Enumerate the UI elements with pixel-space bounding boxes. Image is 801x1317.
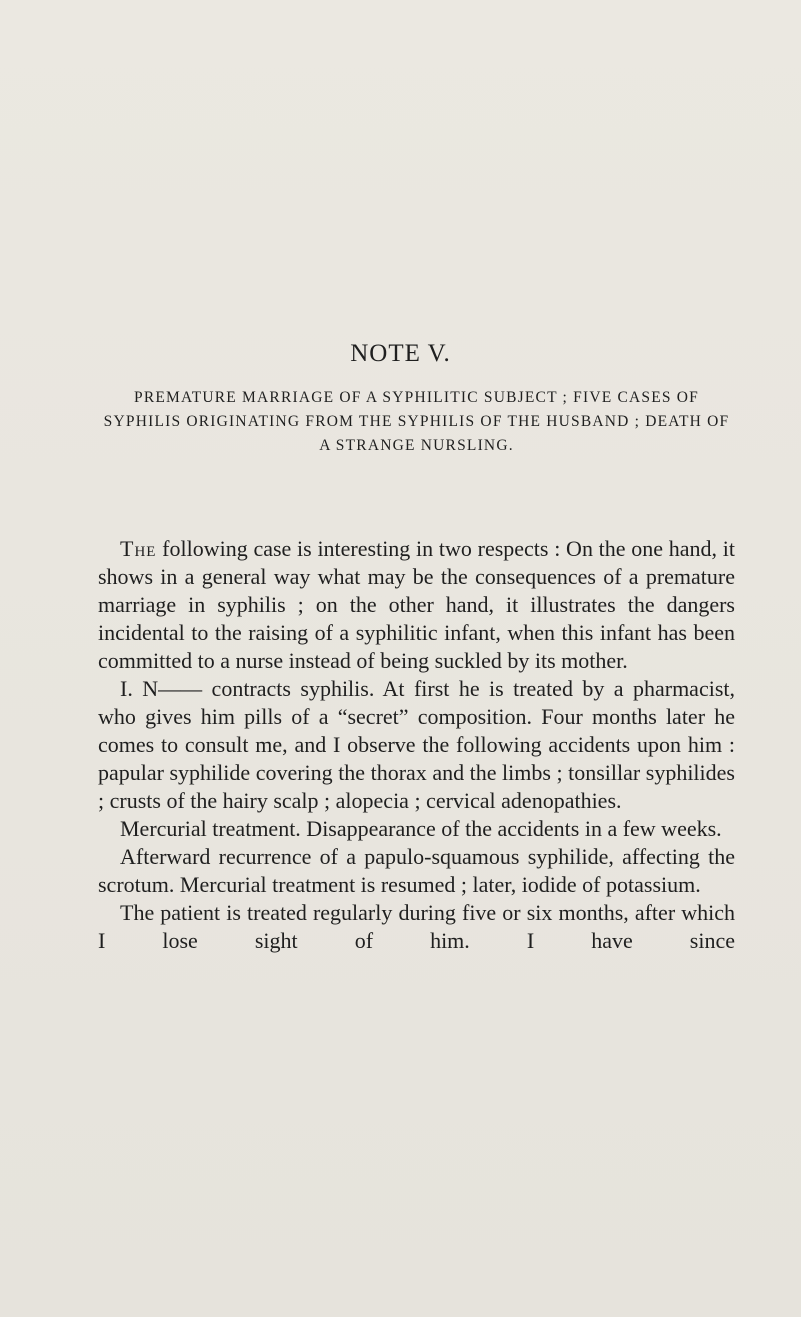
paragraph-5: The patient is treated regularly during five or six months, after which I lose sight of him. I have since [98, 900, 735, 953]
chapter-subtitle: PREMATURE MARRIAGE OF A SYPHILITIC SUBJECT ; FIVE CASES OF SYPHILIS ORIGINATING FROM THE SYPHILIS OF THE HUSBAND ; DEATH OF A STRANGE NURSLING. [103, 389, 730, 454]
paragraph-3: Mercurial treatment. Disappearance of the accidents in a few weeks. [120, 816, 722, 841]
paragraph-2: I. N—— contracts syphilis. At first he is treated by a pharmacist, who gives him pills of a “secret” composition. Four months later he comes to consult me, and I observe the following accidents upon him : papular syphilide covering the thorax and the limbs ; tonsillar syphilides ; crusts of the hairy scalp ; alopecia ; cervical adenopathies. [98, 676, 735, 813]
paragraph-1-body: following case is interesting in two respects : On the one hand, it shows in a general way what may be the consequences of a premature marriage in syphilis ; on the other hand, it illustrates the dangers incidental to the raising of a syphilitic infant, when this infant has been committed to a nurse instead of being suckled by its mother. [98, 536, 735, 673]
note-title: NOTE V. [350, 340, 451, 367]
paragraph-1 [98, 535, 735, 675]
body-text [98, 535, 735, 955]
paragraph-1-lead: The [120, 536, 157, 561]
paragraph-4: Afterward recurrence of a papulo-squamous syphilide, affecting the scrotum. Mercurial treatment is resumed ; later, iodide of potassium. [98, 844, 735, 897]
